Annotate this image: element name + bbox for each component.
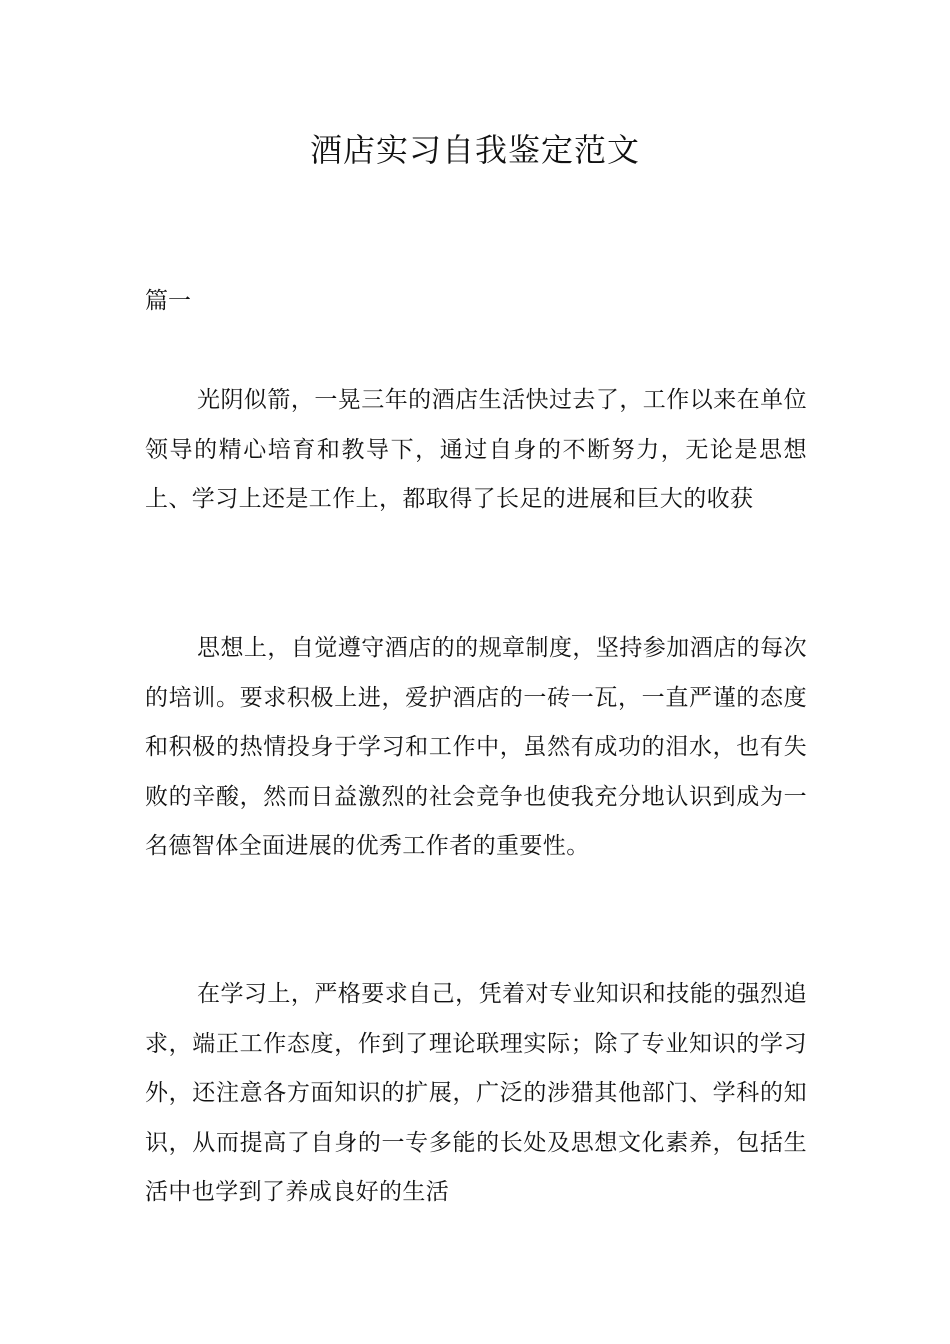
paragraph-study: 在学习上，严格要求自己，凭着对专业知识和技能的强烈追求，端正工作态度，作到了理论联理实际；除了专业知识的学习外，还注意各方面知识的扩展，广泛的涉猎其他部门、学科的知识，从而提高了自身的一专多能的长处及思想文化素养，包括生活中也学到了养成良好的生活 xyxy=(145,981,807,1206)
paragraph-thought: 思想上，自觉遵守酒店的的规章制度，坚持参加酒店的每次的培训。要求积极上进，爱护酒店的一砖一瓦，一直严谨的态度和积极的热情投身于学习和工作中，虽然有成功的泪水，也有失败的辛酸，然而日益激烈的社会竞争也使我充分地认识到成为一名德智体全面进展的优秀工作者的重要性。 xyxy=(145,635,807,860)
paragraph-intro: 光阴似箭，一晃三年的酒店生活快过去了，工作以来在单位领导的精心培育和教导下，通过自身的不断努力，无论是思想上、学习上还是工作上，都取得了长足的进展和巨大的收获 xyxy=(145,387,807,513)
document-title: 酒店实习自我鉴定范文 xyxy=(309,131,640,169)
section-label: 篇一 xyxy=(145,288,191,314)
